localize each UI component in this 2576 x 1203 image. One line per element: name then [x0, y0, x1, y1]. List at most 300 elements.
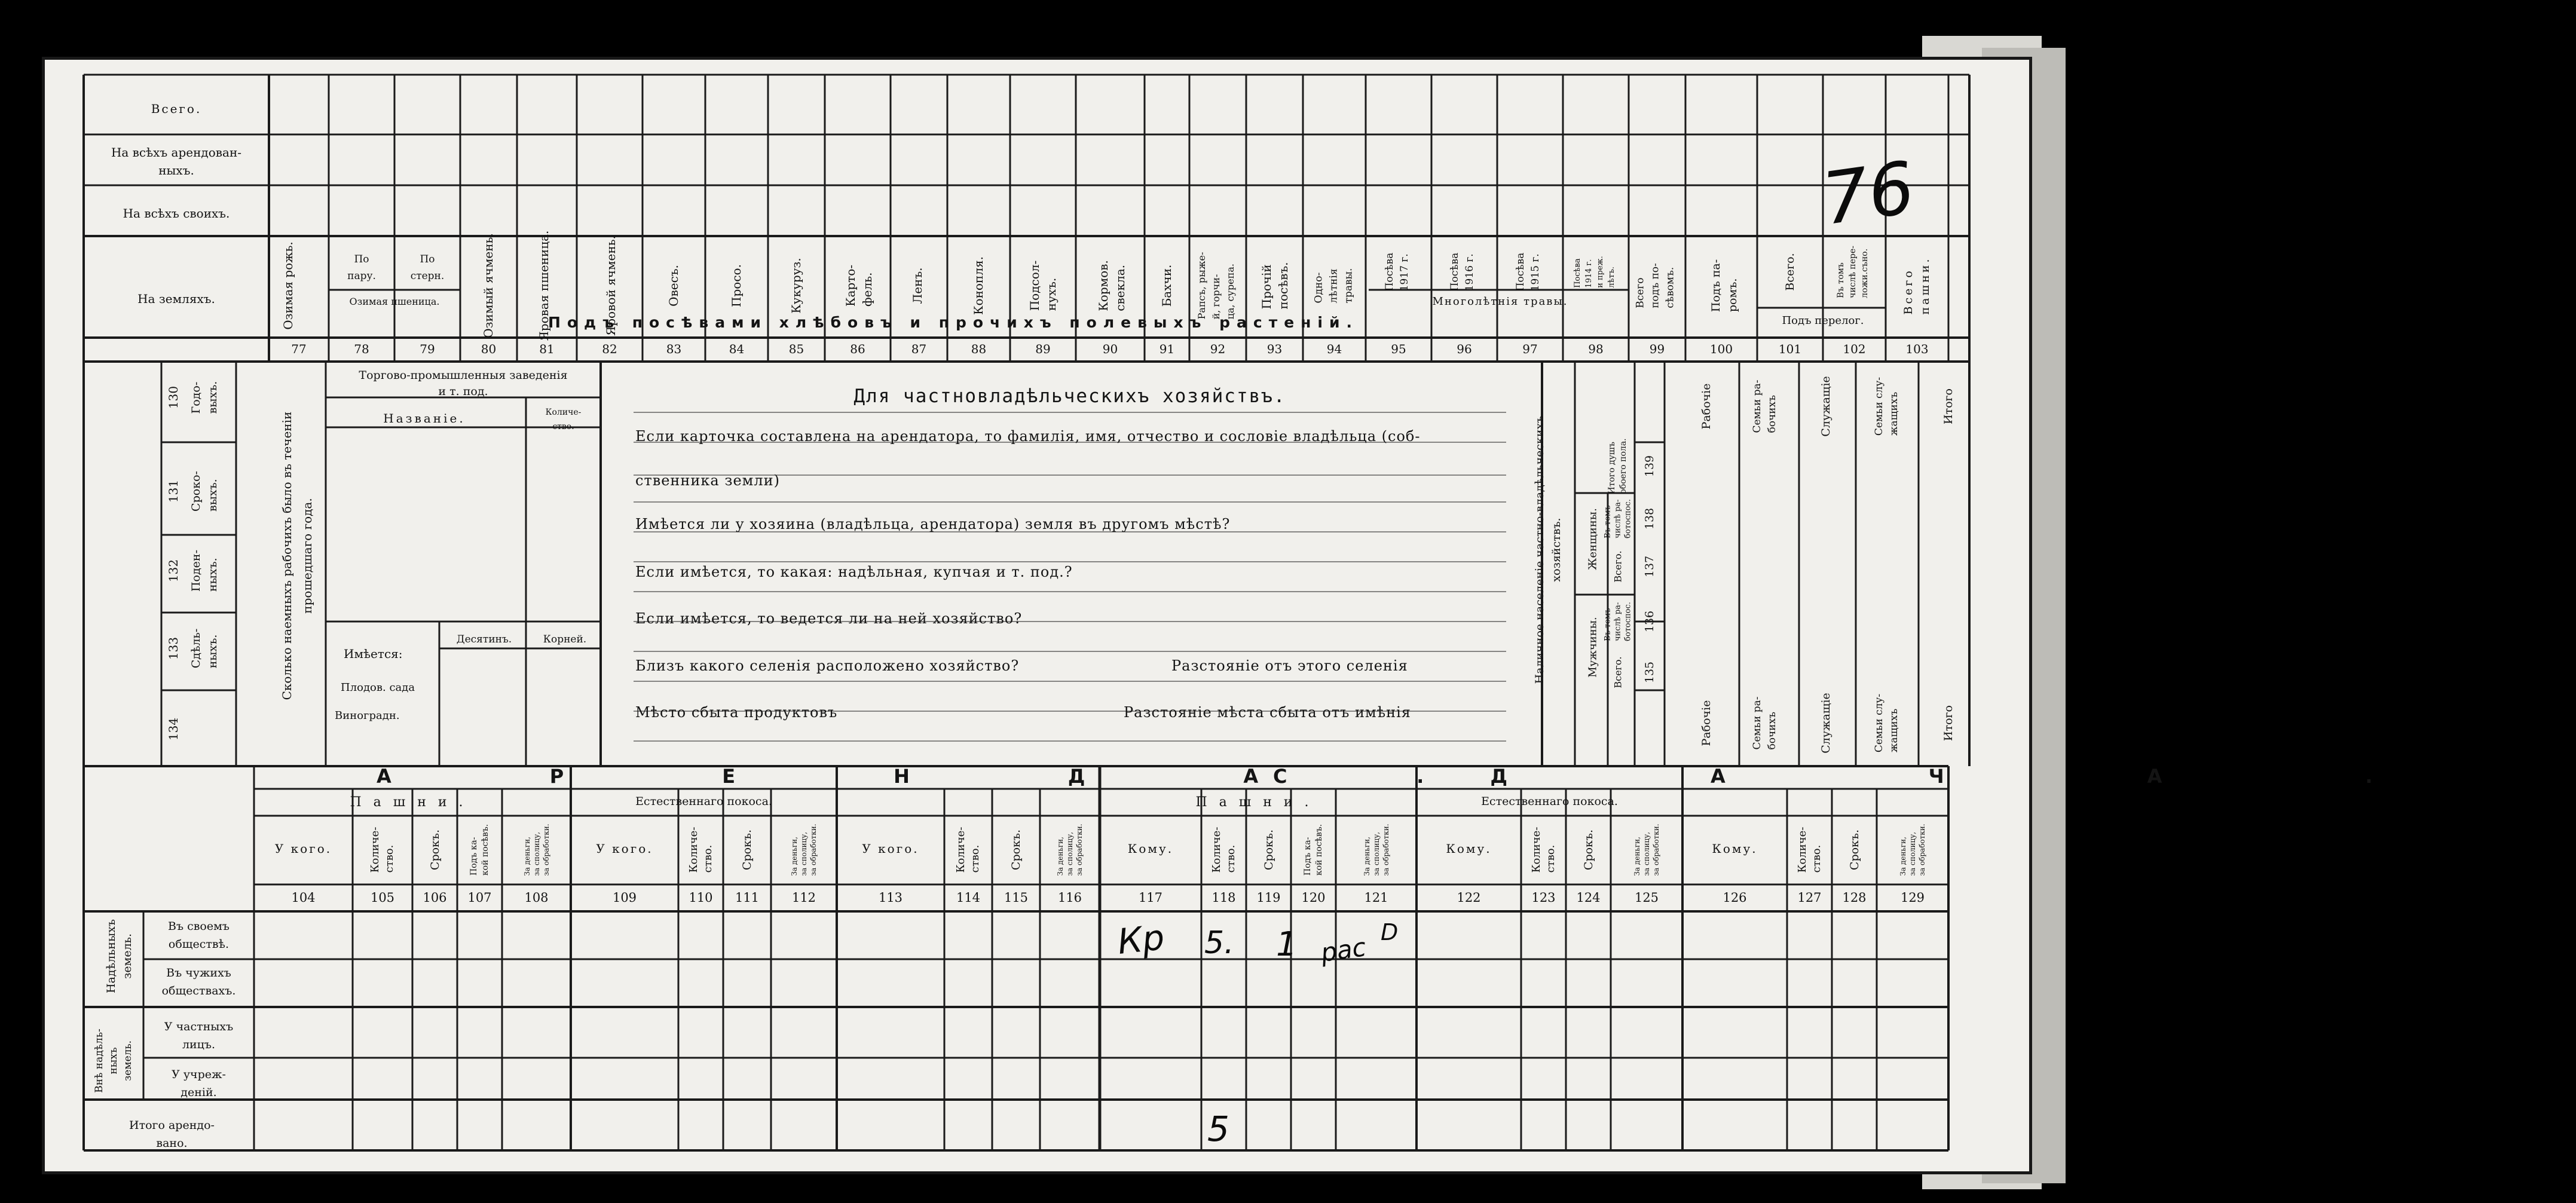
col-header-95-l2: 1917 г. — [1399, 253, 1411, 292]
label-nadel-l1: Надѣльныхъ — [105, 919, 118, 994]
col-za-dengi-l1: За деньги, — [790, 837, 799, 876]
label-naemnykh-l2: прошедшаго года. — [300, 498, 314, 614]
bottom-col-number: 107 — [467, 890, 492, 905]
col-kolichestvo — [1210, 827, 1238, 873]
col-srok: Срокъ. — [1581, 829, 1595, 871]
col-header-99 — [1633, 263, 1678, 308]
row-label-svoikh: На всѣхъ своихъ. — [123, 206, 230, 221]
banner-arenda: АРЕНДА. — [377, 765, 1583, 788]
col-kolichestvo-l1: Количе- — [1529, 827, 1543, 873]
col-semi-sl-top-l2: жащихъ — [1888, 391, 1900, 436]
col-number-132: 132 — [166, 559, 180, 583]
col-label-sdelnykh-l2: ныхъ. — [206, 634, 219, 669]
col-header-92-l2: й, горчи- — [1210, 274, 1222, 320]
handwritten-five: 5. — [1204, 925, 1234, 961]
label-vne-nadelnykh — [92, 1028, 135, 1092]
col-za-dengi-l3: за обработки. — [1918, 824, 1926, 876]
col-header-78-l2: пару. — [347, 270, 376, 282]
col-header-102-l2: числѣ пере- — [1848, 246, 1858, 298]
col-header-89-l2: нухъ. — [1044, 277, 1058, 311]
top-col-number: 93 — [1266, 342, 1283, 356]
top-col-number: 81 — [539, 342, 555, 356]
col-za-dengi-l2: за сполицу, — [1066, 831, 1074, 876]
top-col-number: 97 — [1522, 342, 1538, 356]
col-kolichestvo-l2: ство. — [701, 844, 714, 873]
top-col-number: 83 — [666, 342, 682, 356]
col-header-96-l2: 1916 г. — [1464, 253, 1476, 292]
row-v-chuzh-l1: Въ чужихъ — [166, 966, 231, 979]
itogo-dush — [1607, 438, 1629, 494]
col-header-101: Всего. — [1783, 253, 1797, 291]
question-market-place: Мѣсто сбыта продуктовъ — [635, 704, 838, 721]
col-header-103-l1: Всего — [1902, 268, 1915, 315]
col-header-99-l2: подъ по- — [1649, 263, 1662, 308]
col-header-88: Конопля. — [971, 256, 986, 315]
col-za-dengi — [1056, 824, 1084, 876]
bottom-col-number: 114 — [956, 890, 981, 905]
col-rabochie-bottom: Рабочіе — [1700, 700, 1713, 746]
col-kolichestvo-l1: Количе- — [687, 827, 700, 873]
col-header-98 — [1572, 256, 1617, 288]
row-v-svoem-l1: Въ своемъ — [168, 920, 230, 933]
col-number-135: 135 — [1643, 661, 1656, 684]
col-semi-rabochikh-top — [1750, 379, 1780, 433]
top-col-number: 79 — [420, 342, 435, 356]
bottom-col-number: 115 — [1004, 890, 1029, 905]
bottom-col-number: 120 — [1301, 890, 1326, 905]
col-pod-kakoy-posev — [469, 824, 491, 876]
bottom-col-number: 116 — [1057, 890, 1082, 905]
bottom-col-number: 121 — [1364, 890, 1388, 905]
row-u-chast-l2: лицъ. — [182, 1038, 216, 1051]
col-kolichestvo — [1795, 827, 1824, 873]
col-header-99-l3: сѣвомъ. — [1664, 267, 1676, 308]
col-pod-kakoy-posev — [1302, 824, 1325, 876]
col-semi-rabochikh-bottom — [1750, 696, 1780, 749]
bottom-col-number: 113 — [878, 890, 903, 905]
group-header-mnogoletnie: Многолѣтнія травы. — [1432, 295, 1568, 308]
row-label-arend-line1: На всѣхъ арендован- — [111, 145, 242, 160]
row-v-chuzh-l2: обществахъ. — [161, 984, 236, 997]
col-header-100-l2: ромъ. — [1726, 278, 1739, 313]
col-header-93-l2: посѣвъ. — [1276, 262, 1290, 310]
col-za-dengi — [1632, 824, 1661, 876]
m-rabotosp-l1: Въ томъ — [1603, 608, 1613, 641]
f-rabotosp-l1: Въ томъ — [1603, 505, 1613, 538]
col-pod-kak-l2: кой посѣвъ. — [1314, 824, 1324, 876]
handwritten-d: D — [1381, 919, 1399, 945]
torg-col-kol-l1: Количе- — [545, 408, 582, 417]
bottom-col-number: 122 — [1457, 890, 1481, 905]
col-header-94-l3: травы. — [1342, 268, 1355, 304]
group-arenda-pokos: Естественнаго покоса. — [635, 795, 772, 808]
col-header-91: Бахчи. — [1159, 264, 1174, 307]
col-header-95 — [1382, 253, 1412, 292]
top-col-number: 87 — [911, 342, 927, 356]
question-distance-market: Разстояніе мѣста сбыта отъ имѣнія — [1124, 704, 1411, 721]
form-title: Для частновладѣльческихъ хозяйствъ. — [853, 385, 1286, 407]
group-zhenshchiny: Женщины. — [1586, 508, 1599, 570]
f-rabotosp-l2: числѣ ра- — [1613, 499, 1623, 538]
top-col-number: 88 — [971, 342, 987, 356]
col-za-dengi-l3: за обработки. — [809, 824, 818, 876]
col-header-85: Кукуруз. — [789, 258, 803, 314]
col-kolichestvo-l1: Количе- — [1795, 827, 1809, 873]
col-label-srokovykh-l1: Сроко- — [189, 471, 203, 512]
col-komu: Кому. — [1446, 841, 1492, 856]
label-nalichnoe-naselenie — [1531, 416, 1565, 684]
col-number-136: 136 — [1643, 610, 1656, 633]
question-distance-village: Разстояніе отъ этого селенія — [1171, 657, 1408, 674]
col-semi-sl-bot-l1: Семьи слу- — [1873, 693, 1885, 753]
row-label-arendovannykh — [87, 143, 266, 179]
torg-header — [326, 368, 601, 400]
col-kolichestvo — [368, 827, 397, 873]
col-header-96-l1: Посѣва — [1449, 252, 1461, 292]
group-header-perelog: Подъ перелог. — [1782, 314, 1864, 327]
col-header-79-l2: стерн. — [410, 270, 445, 282]
col-number-131: 131 — [166, 479, 180, 503]
col-za-dengi-l1: За деньги, — [1633, 837, 1641, 876]
col-za-dengi-l2: за сполицу, — [1642, 831, 1651, 876]
top-col-number: 101 — [1778, 342, 1802, 356]
col-label-sdelnykh — [188, 629, 221, 669]
col-kolichestvo-l2: ство. — [1224, 844, 1237, 873]
col-header-93 — [1258, 262, 1292, 310]
col-header-103 — [1900, 256, 1933, 314]
col-header-80: Озимый ячмень. — [481, 233, 495, 338]
col-kolichestvo-l1: Количе- — [369, 827, 381, 873]
label-nadelnykh-zemel — [103, 919, 136, 993]
col-za-dengi — [1898, 824, 1927, 876]
top-col-number: 89 — [1035, 342, 1051, 356]
col-header-90 — [1095, 260, 1128, 311]
col-header-84: Просо. — [729, 264, 744, 307]
col-header-89-l1: Подсол- — [1027, 260, 1042, 311]
col-desyatin: Десятинъ. — [456, 633, 512, 645]
col-itogo-top: Итого — [1942, 388, 1955, 424]
row-v-chuzhikh-obshchestvakh — [143, 964, 254, 1000]
col-header-97 — [1513, 253, 1543, 292]
col-label-godovykh — [188, 381, 221, 414]
bottom-col-number: 112 — [791, 890, 816, 905]
col-header-79 — [394, 251, 460, 284]
col-kolichestvo — [954, 827, 983, 873]
row-u-chastnykh-lits — [143, 1018, 254, 1054]
bottom-col-number: 128 — [1842, 890, 1867, 905]
question-owner: Если карточка составлена на арендатора, то фамилія, имя, отчество и сословіе владѣльца (соб- — [635, 428, 1421, 445]
row-itogo-l2: вано. — [156, 1137, 188, 1150]
col-kolichestvo-l2: ство. — [1544, 844, 1557, 873]
col-semi-rab-top-l2: бочихъ — [1766, 395, 1778, 433]
top-col-number: 90 — [1102, 342, 1118, 356]
col-itogo-bottom: Итого — [1942, 705, 1955, 741]
col-number-138: 138 — [1643, 507, 1656, 530]
col-semi-rab-bot-l1: Семьи ра- — [1751, 696, 1763, 750]
col-semi-rab-top-l1: Семьи ра- — [1751, 379, 1763, 433]
col-u-kogo: У кого. — [596, 841, 653, 856]
bottom-col-number: 126 — [1723, 890, 1747, 905]
m-rabotosp-l3: ботоспос. — [1623, 602, 1633, 641]
top-col-number: 99 — [1649, 342, 1665, 356]
col-header-100-l1: Подъ па- — [1709, 259, 1723, 313]
col-header-82: Яровой ячмень. — [604, 235, 618, 336]
bottom-col-number: 111 — [735, 890, 760, 905]
row-label-vsego: Всего. — [151, 102, 202, 116]
label-vne-l2: ныхъ — [108, 1047, 120, 1075]
col-header-95-l1: Посѣва — [1384, 252, 1396, 292]
col-srok: Срокъ. — [1262, 829, 1275, 871]
handwritten-five-bottom: 5 — [1207, 1109, 1229, 1149]
top-col-number: 103 — [1905, 342, 1929, 356]
col-number-134: 134 — [166, 717, 180, 741]
handwritten-kp: Кр — [1115, 917, 1167, 962]
col-za-dengi-l2: за сполицу, — [532, 831, 541, 876]
col-pod-kak-l1: Подъ ка- — [469, 837, 479, 876]
col-header-94-l1: Одно- — [1313, 272, 1325, 304]
col-sluzhashchie-bottom: Служащіе — [1819, 693, 1832, 754]
top-col-number: 80 — [481, 342, 497, 356]
col-header-92-l1: Рапсъ, рыже- — [1196, 252, 1207, 320]
col-za-dengi-l3: за обработки. — [1075, 824, 1084, 876]
col-header-98-l1: Посѣва — [1573, 258, 1582, 288]
col-kolichestvo — [687, 827, 715, 873]
f-rabotosp — [1603, 499, 1633, 538]
label-vne-l3: земель. — [122, 1040, 134, 1082]
top-col-number: 82 — [602, 342, 617, 356]
col-srok: Срокъ. — [741, 829, 754, 871]
row-u-chast-l1: У частныхъ — [164, 1020, 234, 1033]
label-nalichnoe-l1: Наличное населеніе частно-владѣльческихъ — [1533, 415, 1546, 684]
col-header-97-l1: Посѣва — [1515, 252, 1526, 292]
col-za-dengi — [1362, 824, 1391, 876]
col-header-94-l2: лѣтнія — [1327, 268, 1340, 304]
m-rabotosp-l2: числѣ ра- — [1613, 602, 1623, 641]
group-sdacha-pokos: Естественнаго покоса. — [1481, 795, 1618, 808]
bottom-col-number: 124 — [1576, 890, 1601, 905]
top-col-number: 78 — [354, 342, 369, 356]
col-kolichestvo-l1: Количе- — [954, 827, 967, 873]
col-header-83: Овесъ. — [666, 265, 681, 307]
bottom-col-number: 106 — [423, 890, 447, 905]
top-col-number: 95 — [1391, 342, 1406, 356]
col-semi-rab-bot-l2: бочихъ — [1766, 712, 1778, 750]
col-header-86-l2: фель. — [860, 272, 874, 307]
bottom-col-number: 118 — [1211, 890, 1236, 905]
col-header-81: Яровая пшеница. — [537, 230, 551, 341]
col-header-77: Озимая рожь. — [281, 241, 295, 330]
col-header-90-l1: Кормов. — [1096, 260, 1110, 311]
group-arenda-pashni: Пашни. — [350, 795, 475, 810]
bottom-col-number: 108 — [524, 890, 549, 905]
col-header-94 — [1312, 268, 1357, 304]
col-header-78-l1: По — [354, 253, 369, 265]
f-vsego: Всего. — [1612, 550, 1624, 583]
question-land-type: Если имѣется, то какая: надѣльная, купчая и т. под.? — [635, 564, 1073, 580]
col-header-98-l4: лѣтъ. — [1607, 267, 1616, 288]
col-header-93-l1: Прочій — [1259, 264, 1274, 310]
col-u-kogo: У кого. — [274, 841, 332, 856]
torg-col-nazvanie: Названіе. — [383, 411, 466, 426]
col-header-86 — [842, 265, 876, 307]
col-label-godovykh-l2: выхъ. — [206, 381, 219, 414]
col-header-92-l3: ца, сурепа. — [1225, 264, 1236, 320]
col-header-78-79-group: Озимая пшеница. — [349, 296, 440, 307]
handwritten-one: 1 — [1276, 925, 1298, 964]
question-farming: Если имѣется, то ведется ли на ней хозяйство? — [635, 610, 1023, 627]
col-sluzhashchie-top: Служащіе — [1819, 376, 1832, 437]
question-other-land: Имѣется ли у хозяина (владѣльца, арендатора) земля въ другомъ мѣстѣ? — [635, 516, 1231, 532]
col-header-79-l1: По — [420, 253, 435, 265]
banner-pod-posevami: Подъ посѣвами хлѣбовъ и прочихъ полевыхъ растеній. — [547, 314, 1359, 331]
handwritten-corner-number: 76 — [1818, 146, 1920, 241]
row-u-uchr-l1: У учреж- — [172, 1068, 226, 1081]
col-header-98-l2: 1914 г. — [1584, 259, 1593, 288]
torg-col-kolichestvo — [526, 405, 601, 434]
col-kolichestvo-l2: ство. — [383, 844, 396, 873]
col-label-srokovykh-l2: выхъ. — [206, 479, 219, 512]
label-plodov-sada: Плодов. сада — [341, 681, 415, 694]
col-number-130: 130 — [166, 385, 180, 409]
col-header-102-l3: ложи.съно. — [1860, 248, 1870, 298]
row-itogo-l1: Итого арендо- — [129, 1119, 215, 1132]
col-header-92 — [1195, 252, 1238, 320]
col-srok: Срокъ. — [1847, 829, 1861, 871]
col-kolichestvo — [1529, 827, 1558, 873]
col-srok: Срокъ. — [428, 829, 442, 871]
top-col-number: 102 — [1843, 342, 1866, 356]
top-col-number: 94 — [1326, 342, 1342, 356]
label-naemnykh-l1: Сколько наемныхъ рабочихъ было въ теченіи — [280, 411, 294, 700]
col-header-98-l3: и преж. — [1596, 256, 1605, 288]
col-header-78 — [329, 251, 394, 284]
row-label-zemlyakh: На земляхъ. — [137, 292, 215, 306]
col-za-dengi-l1: За деньги, — [1362, 837, 1371, 876]
col-semi-sluzh-top — [1872, 377, 1902, 436]
group-muzhchiny: Мужчины. — [1586, 617, 1599, 678]
itogo-dush-l2: обоего пола. — [1619, 438, 1628, 494]
col-header-97-l2: 1915 г. — [1529, 253, 1541, 292]
bottom-col-number: 104 — [291, 890, 316, 905]
bottom-col-number: 123 — [1531, 890, 1556, 905]
row-itogo-arendovano — [90, 1116, 254, 1152]
f-rabotosp-l3: ботоспос. — [1623, 499, 1633, 538]
col-za-dengi-l1: За деньги, — [522, 837, 531, 876]
col-za-dengi — [522, 824, 551, 876]
col-korney: Корней. — [543, 633, 587, 645]
col-label-godovykh-l1: Годо- — [189, 381, 203, 414]
torg-header-l1: Торгово-промышленныя заведенія — [359, 369, 568, 382]
col-komu: Кому. — [1712, 841, 1758, 856]
bottom-col-number: 125 — [1634, 890, 1659, 905]
col-pod-kak-l2: кой посѣвъ. — [480, 824, 490, 876]
col-header-89 — [1026, 261, 1060, 311]
col-label-podennykh — [188, 550, 221, 592]
col-number-139: 139 — [1643, 455, 1656, 477]
top-col-number: 86 — [850, 342, 865, 356]
top-col-number: 98 — [1588, 342, 1604, 356]
col-kolichestvo-l2: ство. — [969, 844, 981, 873]
col-number-133: 133 — [166, 636, 180, 660]
top-col-number: 77 — [291, 342, 307, 356]
row-v-svoem-obshchestve — [143, 917, 254, 953]
col-header-96 — [1448, 253, 1477, 292]
row-u-uchr-l2: деній. — [180, 1086, 217, 1099]
col-semi-sl-bot-l2: жащихъ — [1888, 708, 1900, 753]
banner-sdacha: СДАЧА. — [1273, 765, 2576, 788]
col-label-podennykh-l1: Поден- — [189, 549, 203, 592]
col-semi-sluzh-bottom — [1872, 694, 1902, 752]
bottom-col-number: 117 — [1138, 890, 1163, 905]
top-col-number: 85 — [788, 342, 804, 356]
m-rabotosp — [1603, 602, 1633, 641]
torg-col-kol-l2: ство. — [552, 422, 574, 431]
col-za-dengi-l3: за обработки. — [541, 824, 550, 876]
top-col-number: 100 — [1709, 342, 1733, 356]
top-col-number: 96 — [1457, 342, 1472, 356]
label-naemnykh-rabochikh — [277, 412, 317, 700]
col-za-dengi-l3: за обработки. — [1652, 824, 1660, 876]
m-vsego: Всего. — [1612, 656, 1624, 688]
top-col-number: 91 — [1159, 342, 1175, 356]
question-nearest-village: Близъ какого селенія расположено хозяйство? — [635, 657, 1020, 674]
col-label-srokovykh — [188, 471, 221, 512]
col-header-100 — [1708, 259, 1741, 312]
col-header-87: Ленъ. — [910, 267, 925, 304]
col-semi-sl-top-l1: Семьи слу- — [1873, 376, 1885, 436]
col-komu: Кому. — [1127, 841, 1174, 856]
bottom-col-number: 127 — [1797, 890, 1822, 905]
bottom-col-number: 119 — [1256, 890, 1281, 905]
col-za-dengi — [790, 824, 818, 876]
torg-header-l2: и т. под. — [438, 385, 488, 398]
bottom-col-number: 110 — [689, 890, 713, 905]
col-za-dengi-l1: За деньги, — [1056, 837, 1064, 876]
label-nadel-l2: земель. — [121, 933, 134, 979]
row-u-uchrezhdeniy — [143, 1066, 254, 1101]
handwritten-ras: рас — [1318, 932, 1368, 968]
bottom-col-number: 105 — [370, 890, 395, 905]
col-header-86-l1: Карто- — [843, 264, 858, 307]
col-za-dengi-l2: за сполицу, — [1372, 831, 1381, 876]
bottom-col-number: 109 — [612, 890, 637, 905]
group-sdacha-pashni: Пашни. — [1195, 795, 1321, 810]
top-col-number: 84 — [729, 342, 745, 356]
col-header-102 — [1835, 246, 1871, 298]
col-kolichestvo-l2: ство. — [1810, 844, 1823, 873]
col-za-dengi-l2: за сполицу, — [1908, 831, 1917, 876]
col-za-dengi-l1: За деньги, — [1899, 837, 1907, 876]
question-owner-cont: ственника земли) — [635, 472, 780, 489]
itogo-dush-l1: Итого душъ — [1607, 442, 1617, 494]
col-header-90-l2: свекла. — [1113, 264, 1127, 311]
label-vne-l1: Внѣ надѣль- — [93, 1028, 105, 1093]
col-pod-kak-l1: Подъ ка- — [1302, 837, 1313, 876]
label-imeetsya: Имѣется: — [344, 647, 403, 661]
col-za-dengi-l2: за сполицу, — [800, 831, 808, 876]
col-number-137: 137 — [1643, 555, 1656, 578]
col-za-dengi-l3: за обработки. — [1381, 824, 1390, 876]
col-label-sdelnykh-l1: Сдѣль- — [189, 628, 203, 669]
col-u-kogo: У кого. — [862, 841, 919, 856]
bottom-col-number: 129 — [1900, 890, 1925, 905]
col-srok: Срокъ. — [1009, 829, 1023, 871]
top-col-number: 92 — [1210, 342, 1226, 356]
col-header-102-l1: Въ томъ — [1836, 262, 1846, 298]
row-label-arend-line2: ныхъ. — [158, 163, 194, 177]
col-kolichestvo-l1: Количе- — [1210, 827, 1223, 873]
col-header-99-l1: Всего — [1634, 277, 1647, 308]
